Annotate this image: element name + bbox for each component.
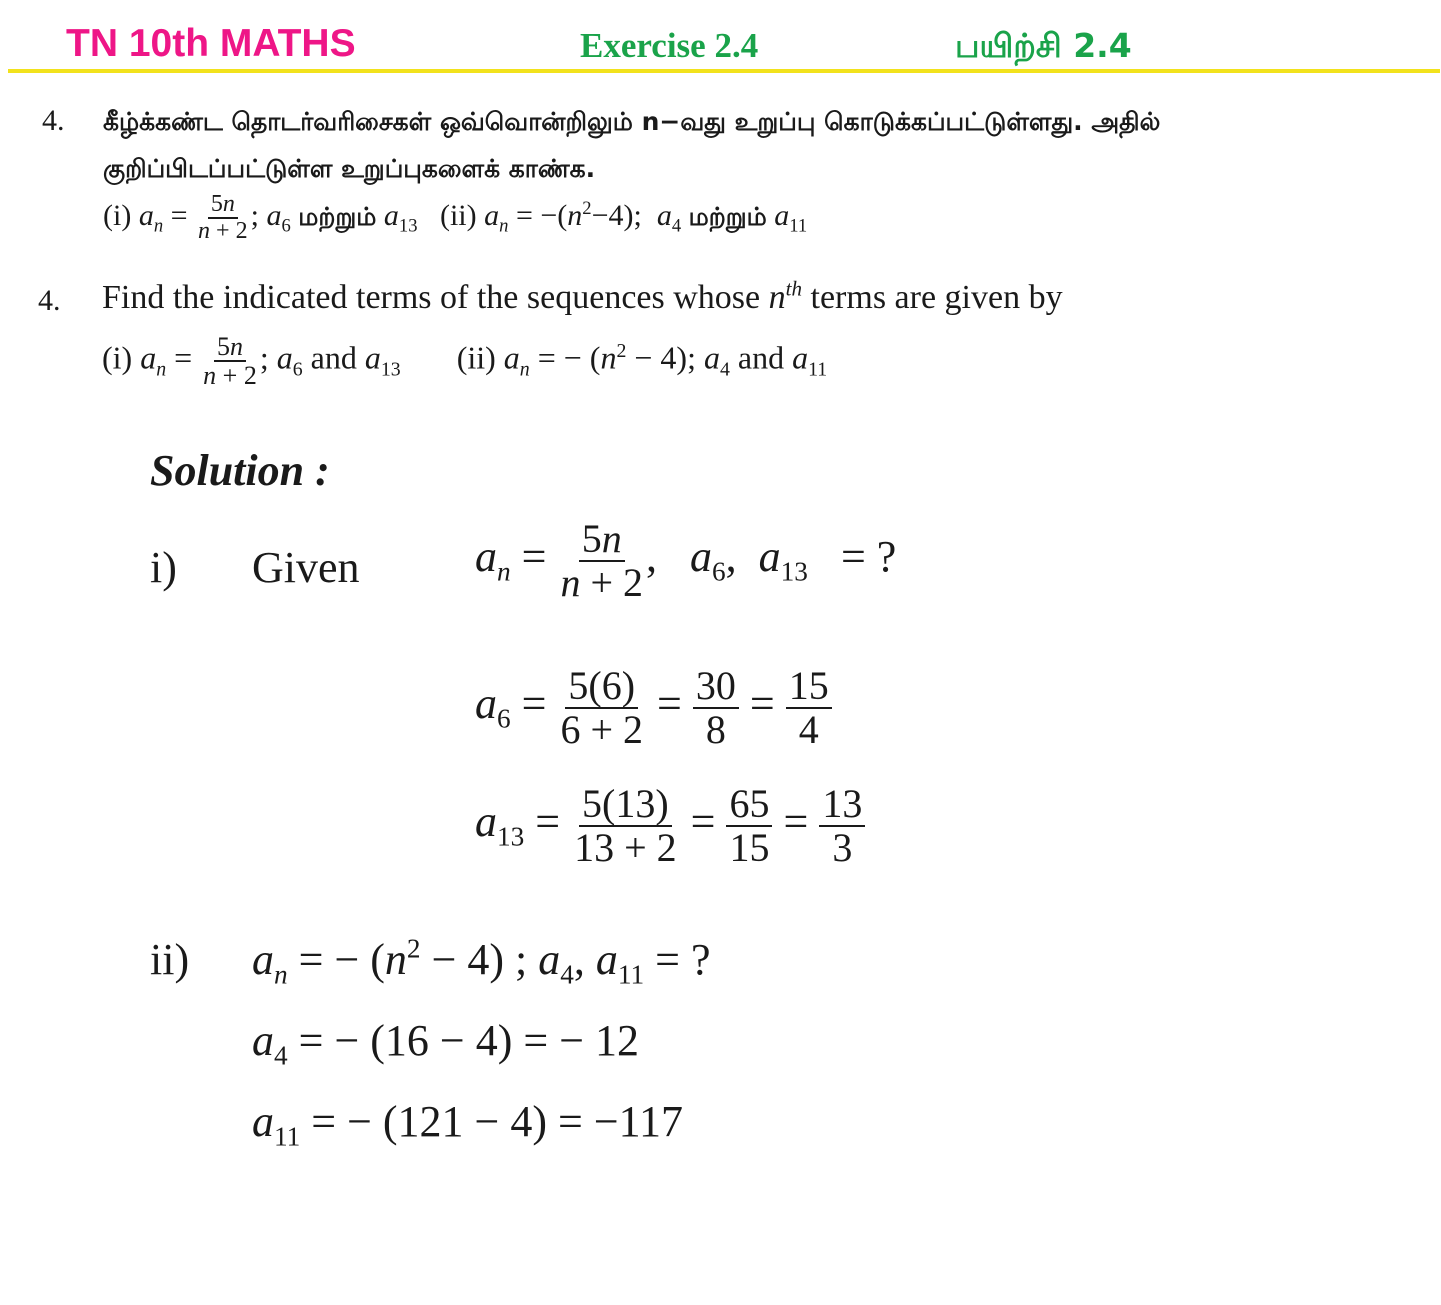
question-tamil-line2: குறிப்பிடப்பட்டுள்ள உறுப்புகளைக் காண்க. bbox=[103, 154, 596, 183]
part-ii-label: ii) bbox=[150, 935, 190, 984]
brand-title: TN 10th MATHS bbox=[66, 22, 356, 65]
part-ii-given-equation: $a_n$ = − $(n^2 - 4)$ ; $a_4$, $a_{11}$ = ? bbox=[252, 933, 711, 990]
solution-title: Solution : bbox=[150, 446, 330, 495]
question-tamil-line1: கீழ்க்கண்ட தொடர்வரிசைகள் ஒவ்வொன்றிலும் n−வது உறுப்பு கொடுக்கப்பட்டுள்ளது. அதில் bbox=[103, 107, 1161, 136]
a4-computation: $a_4$ = − (16 − 4) = − 12 bbox=[252, 1016, 640, 1071]
a4-result: = − (16 − 4) = − 12 bbox=[298, 1016, 640, 1065]
conjunction-tamil: மற்றும் bbox=[688, 202, 767, 232]
a11-result: = − (121 − 4) = −117 bbox=[311, 1097, 684, 1146]
fraction-5n-over-n-plus-2: $\frac{5n}{n + 2}$ bbox=[203, 332, 257, 391]
a13-computation: $a_{13}$ = $\frac{5(13)}{13 + 2}$ = $\frac{65}{15}$ = $\frac{13}{3}$ bbox=[475, 783, 865, 869]
question-english-text: Find the indicated terms of the sequences whose bbox=[102, 279, 761, 316]
part-i-label: i) bbox=[150, 543, 177, 592]
question-tamil-parts: (i) $a_n$ = $\frac{5n}{n + 2}$ ; $a_6$ மற்றும் $a_{13}$ (ii) $a_n = -(n^2-4)$; $a_4$ மற்றும் $a_{11}$ bbox=[103, 191, 808, 245]
fraction-5x6-over-6-plus-2: $\frac{5(6)}{6 + 2}$ bbox=[560, 663, 644, 752]
conjunction-tamil: மற்றும் bbox=[298, 202, 377, 232]
question-english-line1: Find the indicated terms of the sequences whose $n^{th}$ terms are given by bbox=[102, 276, 1063, 316]
header-divider bbox=[8, 69, 1440, 73]
fraction-13-over-3: $\frac{13}{3}$ bbox=[819, 783, 865, 869]
conjunction-english: and bbox=[310, 339, 357, 376]
question-english-text-tail: terms are given by bbox=[810, 279, 1063, 316]
given-label: Given bbox=[252, 543, 360, 592]
fraction-5x13-over-13-plus-2: $\frac{5(13)}{13 + 2}$ bbox=[574, 781, 677, 870]
a6-computation: $a_6$ = $\frac{5(6)}{6 + 2}$ = $\frac{30}{8}$ = $\frac{15}{4}$ bbox=[475, 665, 832, 751]
question-number-english: 4. bbox=[38, 284, 61, 317]
a11-computation: $a_{11}$ = − (121 − 4) = −117 bbox=[252, 1097, 684, 1152]
fraction-15-over-4: $\frac{15}{4}$ bbox=[786, 665, 832, 751]
given-equation: $a_n$ = $\frac{5n}{n + 2}$ , $a_6$, $a_{13}$ = ? bbox=[475, 516, 897, 605]
exercise-title-tamil: பயிற்சி 2.4 bbox=[955, 26, 1132, 65]
question-english-parts: (i) $a_n$ = $\frac{5n}{n + 2}$ ; $a_6$ and $a_{13}$ (ii) $a_n$ = − $(n^2 - 4)$; $a_4$ and $a_{11}$ bbox=[102, 332, 828, 391]
fraction-30-over-8: $\frac{30}{8}$ bbox=[693, 665, 739, 751]
fraction-5n-over-n-plus-2: $\frac{5n}{n + 2}$ bbox=[198, 191, 248, 245]
question-number-tamil: 4. bbox=[42, 104, 65, 137]
fraction-65-over-15: $\frac{65}{15}$ bbox=[726, 783, 772, 869]
conjunction-english: and bbox=[737, 339, 785, 376]
fraction-5n-over-n-plus-2: $\frac{5n}{n + 2}$ bbox=[560, 516, 644, 605]
exercise-title-english: Exercise 2.4 bbox=[580, 26, 759, 65]
